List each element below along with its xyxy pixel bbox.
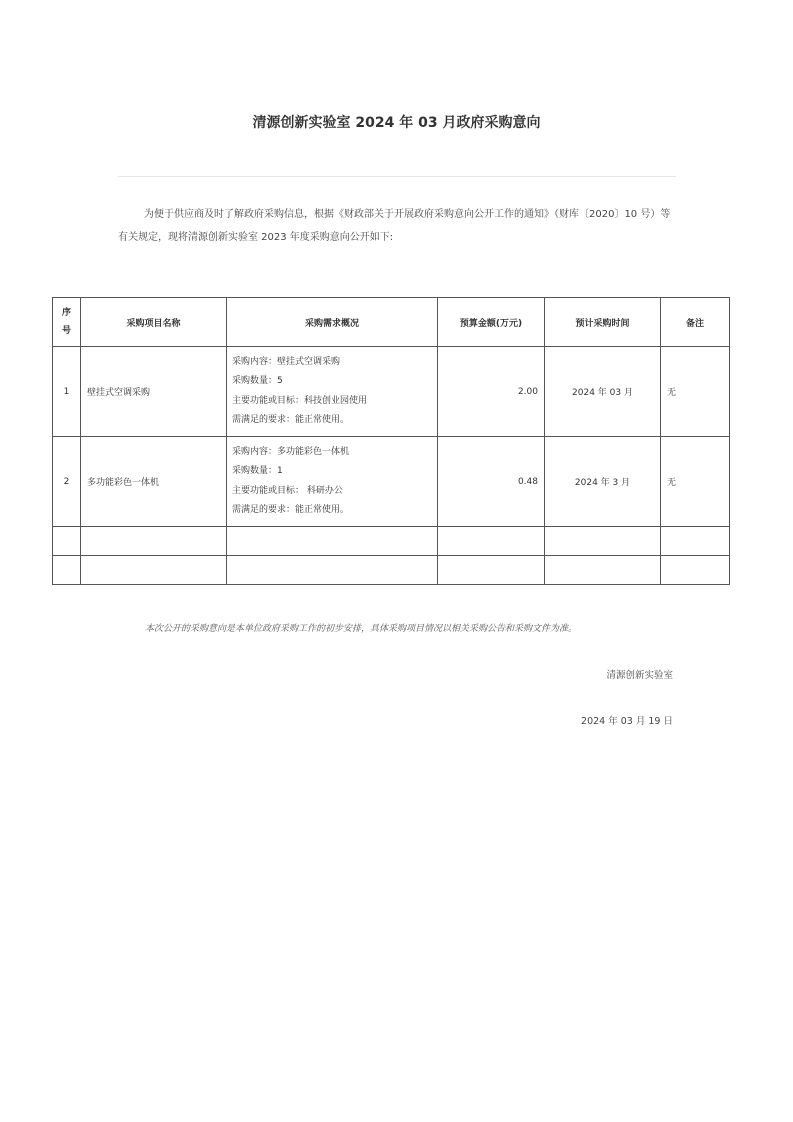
header-seq-line2: 号 [61, 326, 71, 336]
table-row [53, 347, 730, 437]
row-budget: 0.48 [438, 437, 545, 527]
header-seq [53, 298, 81, 347]
empty-cell [53, 527, 81, 556]
header-time: 预计采购时间 [545, 298, 661, 347]
empty-cell [438, 556, 545, 585]
empty-cell [81, 527, 227, 556]
header-remark: 备注 [661, 298, 730, 347]
empty-cell [661, 556, 730, 585]
summary-line: 采购数量：5 [232, 376, 283, 386]
summary-line: 采购内容：多功能彩色一体机 [232, 446, 350, 457]
publish-date: 2024 年 03 月 19 日 [581, 716, 673, 727]
header-budget: 预算金额(万元) [438, 298, 545, 347]
empty-cell [227, 527, 438, 556]
empty-cell [227, 556, 438, 585]
footnote: 本次公开的采购意向是本单位政府采购工作的初步安排，具体采购项目情况以相关采购公告和采购文件为准。 [145, 624, 578, 634]
empty-row [53, 527, 730, 556]
row-summary [227, 437, 438, 527]
empty-cell [53, 556, 81, 585]
row-remark: 无 [661, 437, 730, 527]
empty-cell [661, 527, 730, 556]
summary-line: 主要功能或目标： 科研办公 [232, 485, 343, 496]
summary-line: 采购数量：1 [232, 466, 283, 476]
empty-cell [545, 556, 661, 585]
procurement-table [52, 297, 730, 585]
document-title: 清源创新实验室 2024 年 03 月政府采购意向 [252, 115, 541, 131]
row-name: 多功能彩色一体机 [81, 437, 227, 527]
header-summary: 采购需求概况 [227, 298, 438, 347]
row-remark: 无 [661, 347, 730, 437]
row-budget: 2.00 [438, 347, 545, 437]
empty-cell [545, 527, 661, 556]
row-time: 2024 年 3 月 [545, 437, 661, 527]
summary-line: 采购内容：壁挂式空调采购 [232, 356, 341, 367]
intro-paragraph: 为便于供应商及时了解政府采购信息，根据《财政部关于开展政府采购意向公开工作的通知》（财库〔2020〕10 号）等有关规定，现将清源创新实验室 2023 年度采购意向公开如下: [118, 209, 671, 243]
row-name: 壁挂式空调采购 [81, 347, 227, 437]
table-row [53, 437, 730, 527]
header-seq-line1: 序 [61, 308, 71, 318]
summary-line: 主要功能或目标：科技创业园使用 [232, 395, 368, 406]
table-header-row [53, 298, 730, 347]
empty-cell [81, 556, 227, 585]
empty-row [53, 556, 730, 585]
summary-line: 需满足的要求：能正常使用。 [232, 505, 350, 515]
row-seq: 2 [53, 437, 81, 527]
row-time: 2024 年 03 月 [545, 347, 661, 437]
summary-line: 需满足的要求：能正常使用。 [232, 415, 350, 425]
title-divider [118, 176, 676, 177]
empty-cell [438, 527, 545, 556]
row-seq: 1 [53, 347, 81, 437]
organization-signature: 清源创新实验室 [606, 670, 673, 681]
row-summary [227, 347, 438, 437]
header-name: 采购项目名称 [81, 298, 227, 347]
